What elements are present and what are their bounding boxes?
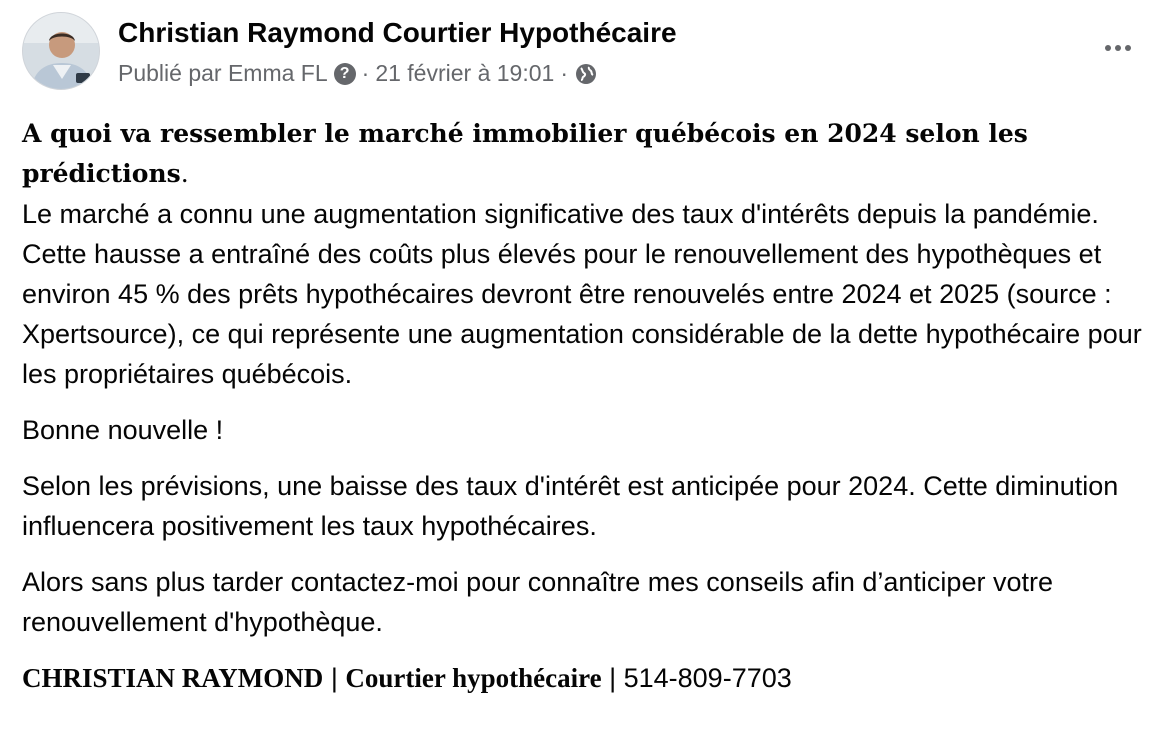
more-options-icon[interactable] [1098,34,1138,62]
question-circle-icon[interactable]: ? [334,63,356,85]
post-meta [118,60,598,87]
signature-phone[interactable]: 514-809-7703 [623,663,792,693]
paragraph-2: Bonne nouvelle ! [22,415,224,445]
post-body [22,114,1142,698]
meta-separator: · [361,60,370,86]
post-headline: A quoi va ressembler le marché immobilier québécois en 2024 selon les prédictions. [22,119,1028,188]
meta-separator: · [560,60,568,86]
published-by: Publié par Emma FL [118,60,328,86]
globe-icon[interactable] [574,62,598,86]
paragraph-4: Alors sans plus tarder contactez-moi pour connaître mes conseils afin d’anticiper votre renouvellement d'hypothèque. [22,567,1053,637]
post-date[interactable]: 21 février à 19:01 [375,60,555,86]
signature-name: CHRISTIAN RAYMOND [22,663,324,693]
signature-divider: | [609,663,617,693]
paragraph-3: Selon les prévisions, une baisse des taux d'intérêt est anticipée pour 2024. Cette diminution influencera positivement les taux hypothécaires. [22,471,1119,541]
signature-title: Courtier hypothécaire [345,663,602,693]
signature [22,658,1142,698]
avatar-photo [23,13,100,90]
signature-divider: | [330,663,338,693]
post-header [22,12,1138,92]
author-name[interactable]: Christian Raymond Courtier Hypothécaire [118,17,677,48]
author-avatar[interactable] [22,12,100,90]
paragraph-1: Le marché a connu une augmentation significative des taux d'intérêts depuis la pandémie. Cette hausse a entraîné des coûts plus élevés pour le renouvellement des hypothèques et environ 45 % des prêts hypothécaires devront être renouvelés entre 2024 et 2025 (source : Xpertsource), ce qui représente une augmentation considérable de la dette hypothécaire pour les propriétaires québécois. [22,199,1142,389]
